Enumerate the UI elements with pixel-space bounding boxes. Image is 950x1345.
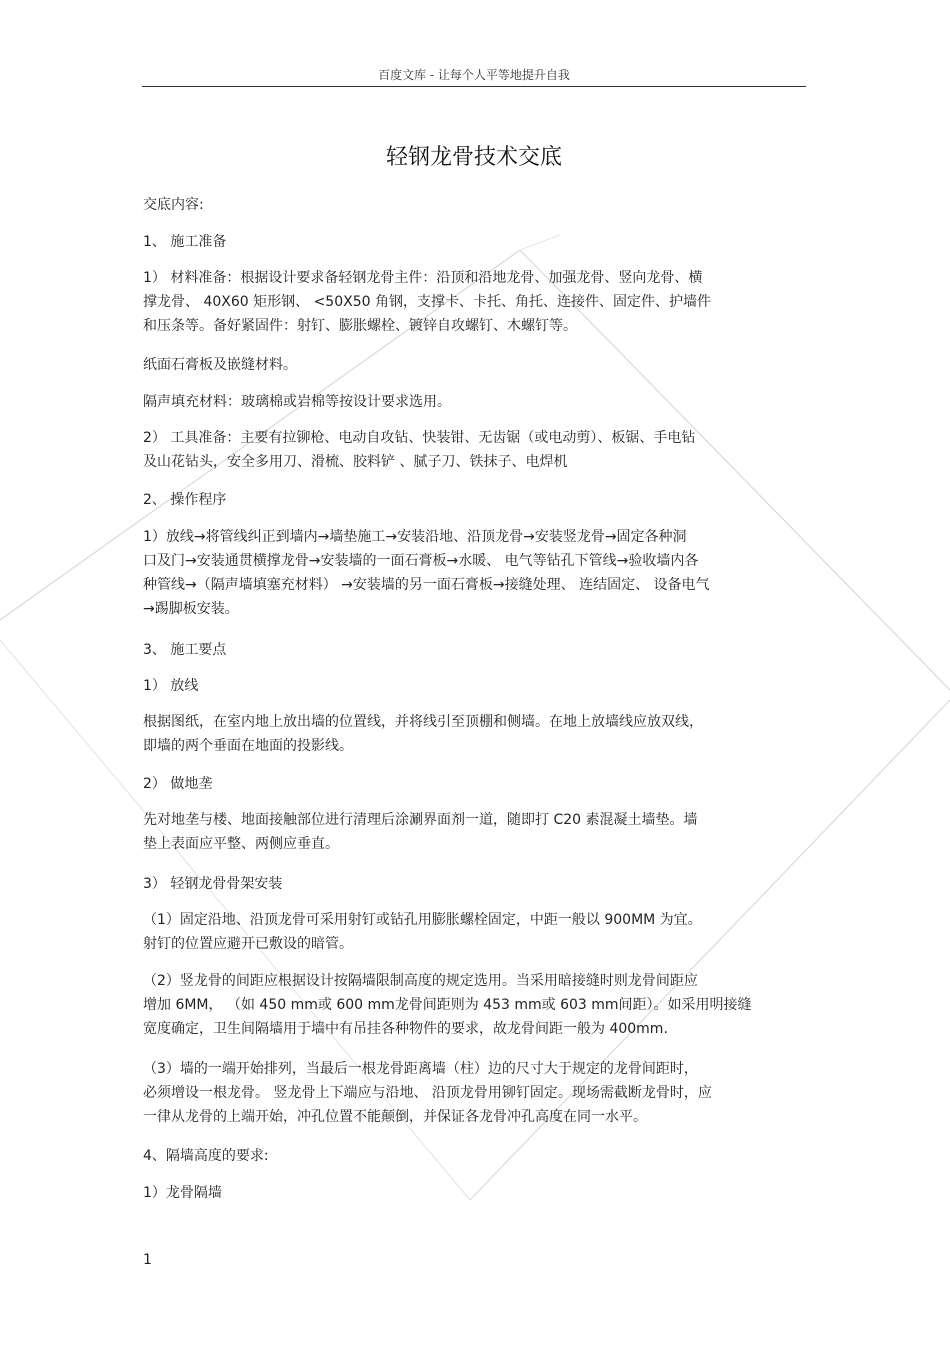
paragraph [143, 353, 297, 377]
text-line: 射钉的位置应避开已敷设的暗管。 [143, 936, 353, 952]
paragraph [143, 525, 710, 621]
text-line: 宽度确定，卫生间隔墙用于墙中有吊挂各种物件的要求，故龙骨间距一般为 400mm. [143, 1021, 668, 1037]
document-title: 轻钢龙骨技术交底 [385, 145, 562, 170]
text-line: 增加 6MM， （如 450 mm或 600 mm龙骨间距则为 453 mm或 603 mm间距）。如采用明接缝 [143, 997, 752, 1013]
section-heading [143, 230, 226, 254]
text-line: 3） 轻钢龙骨骨架安装 [143, 876, 283, 892]
section-heading [143, 638, 226, 662]
text-line: 即墙的两个垂面在地面的投影线。 [143, 738, 353, 754]
text-line: 和压条等。备好紧固件：射钉、膨胀螺栓、镀锌自攻螺钉、木螺钉等。 [143, 318, 577, 334]
text-line: 2） 做地垄 [143, 776, 213, 792]
text-line: 1、 施工准备 [143, 234, 227, 250]
paragraph [143, 710, 703, 758]
page-number: 1 [143, 1252, 152, 1268]
text-line: 1）放线→将管线纠正到墙内→墙垫施工→安装沿地、沿顶龙骨→安装竖龙骨→固定各种洞 [143, 529, 687, 545]
paragraph [143, 808, 698, 856]
text-line: →踢脚板安装。 [143, 601, 239, 617]
subsection-heading [143, 674, 198, 698]
section-heading [143, 488, 226, 512]
text-line: 先对地垄与楼、地面接触部位进行清理后涂涮界面剂一道，随即打 C20 素混凝土墙垫。墙 [143, 812, 698, 828]
subsection-heading [143, 772, 212, 796]
text-line: 种管线→（隔声墙填塞充材料） →安装墙的另一面石膏板→接缝处理、 连结固定、 设备电气 [143, 577, 710, 593]
text-line: 垫上表面应平整、两侧应垂直。 [143, 836, 339, 852]
text-line: 1） 材料准备：根据设计要求备轻钢龙骨主件：沿顶和沿地龙骨、加强龙骨、竖向龙骨、横 [143, 270, 703, 286]
text-line: 隔声填充材料：玻璃棉或岩棉等按设计要求选用。 [143, 394, 451, 410]
text-line: （1）固定沿地、沿顶龙骨可采用射钉或钻孔用膨胀螺栓固定，中距一般以 900MM 为宜。 [143, 912, 702, 928]
paragraph [143, 1057, 712, 1129]
paragraph [143, 193, 204, 217]
text-line: 口及门→安装通贯横撑龙骨→安装墙的一面石膏板→水暖、 电气等钻孔下管线→验收墙内各 [143, 553, 699, 569]
subsection-heading [143, 872, 282, 896]
text-line: 撑龙骨、 40X60 矩形钢、 <50X50 角钢，支撑卡、卡托、角托、连接件、固定件、护墙件 [143, 294, 711, 310]
text-line: 及山花钻头，安全多用刀、滑梳、胶料铲 、腻子刀、铁抹子、电焊机 [143, 454, 568, 470]
text-line: 2、 操作程序 [143, 492, 227, 508]
text-line: 1）龙骨隔墙 [143, 1185, 222, 1201]
paragraph [143, 266, 711, 338]
header-divider [142, 86, 806, 87]
paragraph [143, 969, 752, 1041]
text-line: 交底内容: [143, 197, 204, 213]
text-line: 一律从龙骨的上端开始，冲孔位置不能颠倒，并保证各龙骨冲孔高度在同一水平。 [143, 1109, 647, 1125]
text-line: 3、 施工要点 [143, 642, 227, 658]
subsection-heading [143, 1181, 222, 1205]
text-line: （3）墙的一端开始排列，当最后一根龙骨距离墙（柱）边的尺寸大于规定的龙骨间距时， [143, 1061, 698, 1077]
text-line: 2） 工具准备：主要有拉铆枪、电动自攻钻、快装钳、无齿锯（或电动剪）、板锯、手电钻 [143, 430, 696, 446]
text-line: （2）竖龙骨的间距应根据设计按隔墙限制高度的规定选用。当采用暗接缝时则龙骨间距应 [143, 973, 698, 989]
text-line: 必须增设一根龙骨。 竖龙骨上下端应与沿地、 沿顶龙骨用铆钉固定。现场需截断龙骨时，应 [143, 1085, 712, 1101]
paragraph [143, 390, 451, 414]
page-header: 百度文库 - 让每个人平等地提升自我 [378, 68, 570, 82]
paragraph [143, 426, 695, 474]
section-heading [143, 1144, 269, 1168]
paragraph [143, 908, 702, 956]
text-line: 4、隔墙高度的要求: [143, 1148, 269, 1164]
text-line: 1） 放线 [143, 678, 199, 694]
text-line: 根据图纸，在室内地上放出墙的位置线，并将线引至顶棚和侧墙。在地上放墙线应放双线， [143, 714, 703, 730]
text-line: 纸面石膏板及嵌缝材料。 [143, 357, 297, 373]
